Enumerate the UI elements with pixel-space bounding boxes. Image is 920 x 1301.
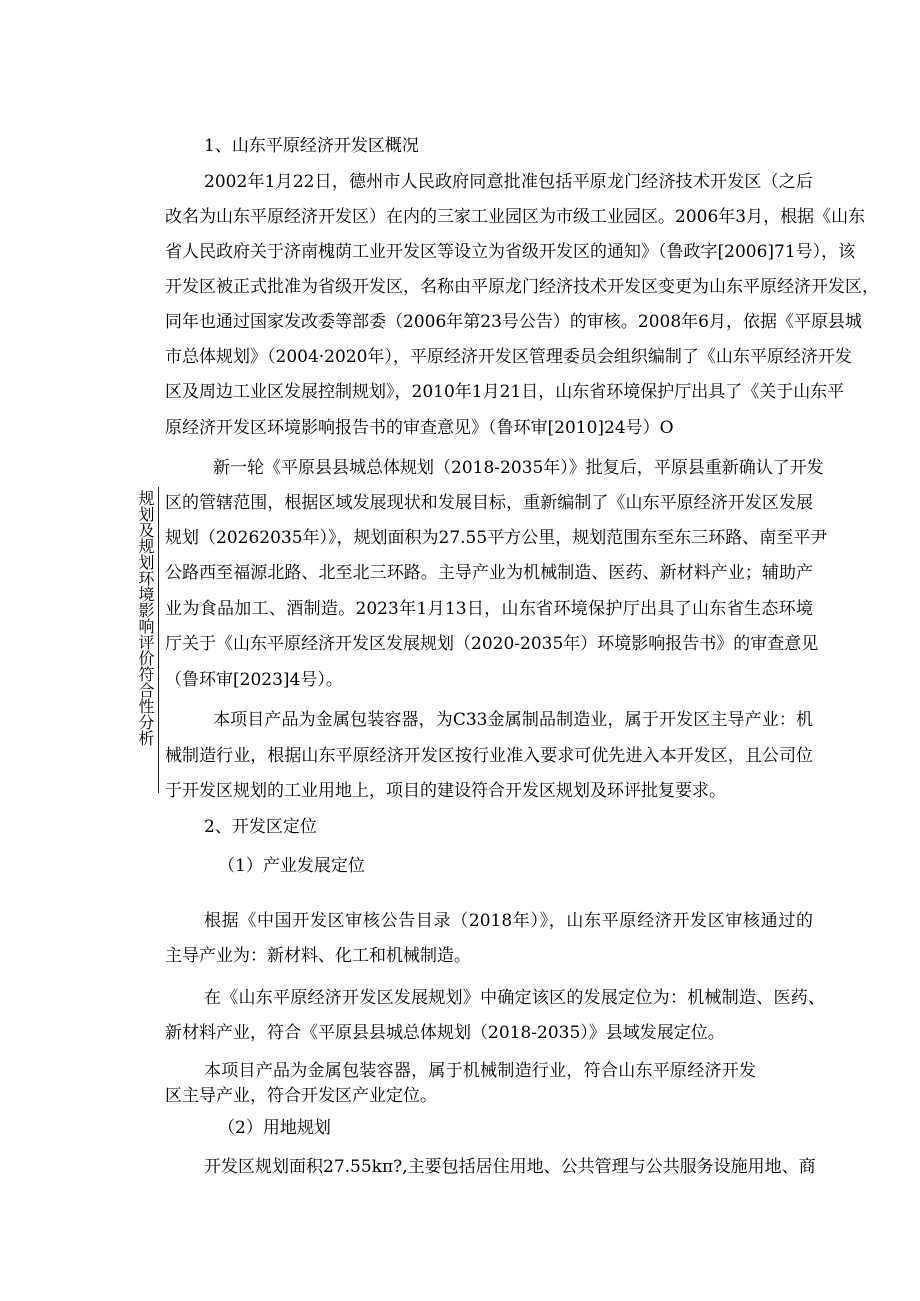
text-line: 改名为山东平原经济开发区）在内的三家工业园区为市级工业园区。2006年3月，根据《山东	[165, 207, 866, 227]
text-line: 业为食品加工、酒制造。2023年1月13日，山东省环境保护厅出具了山东省生态环境	[165, 599, 813, 619]
text-line: （鲁环审[2023]4号）。	[165, 670, 343, 690]
text-line: 省人民政府关于济南槐荫工业开发区等设立为省级开发区的通知》（鲁政字[2006]71号），该	[165, 242, 856, 262]
subsection-2-heading: （2）用地规划	[218, 1118, 331, 1138]
text-line: 厅关于《山东平原经济开发区发展规划（2020-2035年）环境影响报告书》的审查意见	[165, 634, 819, 654]
text-line: 规划（20262035年）》，规划面积为27.55平方公里，规划范围东至东三环路、南至平尹	[165, 528, 828, 548]
text-line: 原经济开发区环境影响报告书的审查意见》（鲁环审[2010]24号）O	[165, 418, 674, 438]
text-line: 公路西至福源北路、北至北三环路。主导产业为机械制造、医药、新材料产业；辅助产	[165, 563, 813, 583]
text-line: 在《山东平原经济开发区发展规划》中确定该区的发展定位为：机械制造、医药、	[204, 988, 825, 1008]
text-line: 2002年1月22日，德州市人民政府同意批准包括平原龙门经济技术开发区（之后	[204, 172, 813, 192]
text-line: 开发区规划面积27.55kπ?,主要包括居住用地、公共管理与公共服务设施用地、商	[204, 1157, 816, 1177]
section-1-heading: 1、山东平原经济开发区概况	[204, 136, 419, 156]
text-line: 新材料产业，符合《平原县县城总体规划（2018-2035）》县域发展定位。	[165, 1023, 725, 1043]
text-line: 同年也通过国家发改委等部委（2006年第23号公告）的审核。2008年6月，依据《平原县城	[165, 312, 862, 332]
text-line: 区及周边工业区发展控制规划》，2010年1月21日，山东省环境保护厅出具了《关于山东平	[165, 382, 845, 402]
side-label: 规划及规划环境影响评价符合性分析	[136, 490, 155, 746]
text-line: 区主导产业，符合开发区产业定位。	[165, 1086, 437, 1106]
side-divider	[158, 487, 159, 793]
text-line: 开发区被正式批准为省级开发区，名称由平原龙门经济技术开发区变更为山东平原经济开发区，	[165, 277, 879, 297]
text-line: 于开发区规划的工业用地上，项目的建设符合开发区规划及环评批复要求。	[165, 781, 726, 801]
text-line: 本项目产品为金属包装容器，属于机械制造行业，符合山东平原经济开发	[204, 1061, 756, 1081]
text-line: 械制造行业，根据山东平原经济开发区按行业准入要求可优先进入本开发区，且公司位	[165, 746, 813, 766]
text-line: 市总体规划》（2004·2020年），平原经济开发区管理委员会组织编制了《山东平原经济开发	[165, 347, 852, 367]
text-line: 根据《中国开发区审核公告目录（2018年）》，山东平原经济开发区审核通过的	[204, 911, 813, 931]
section-2-heading: 2、开发区定位	[204, 817, 317, 837]
text-line: 新一轮《平原县县城总体规划（2018-2035年）》批复后，平原县重新确认了开发	[213, 458, 824, 478]
subsection-1-heading: （1）产业发展定位	[218, 856, 365, 876]
text-line: 主导产业为：新材料、化工和机械制造。	[165, 946, 471, 966]
text-line: 区的管辖范围，根据区域发展现状和发展目标，重新编制了《山东平原经济开发区发展	[165, 493, 813, 513]
text-line: 本项目产品为金属包装容器，为C33金属制品制造业，属于开发区主导产业：机	[213, 710, 813, 730]
